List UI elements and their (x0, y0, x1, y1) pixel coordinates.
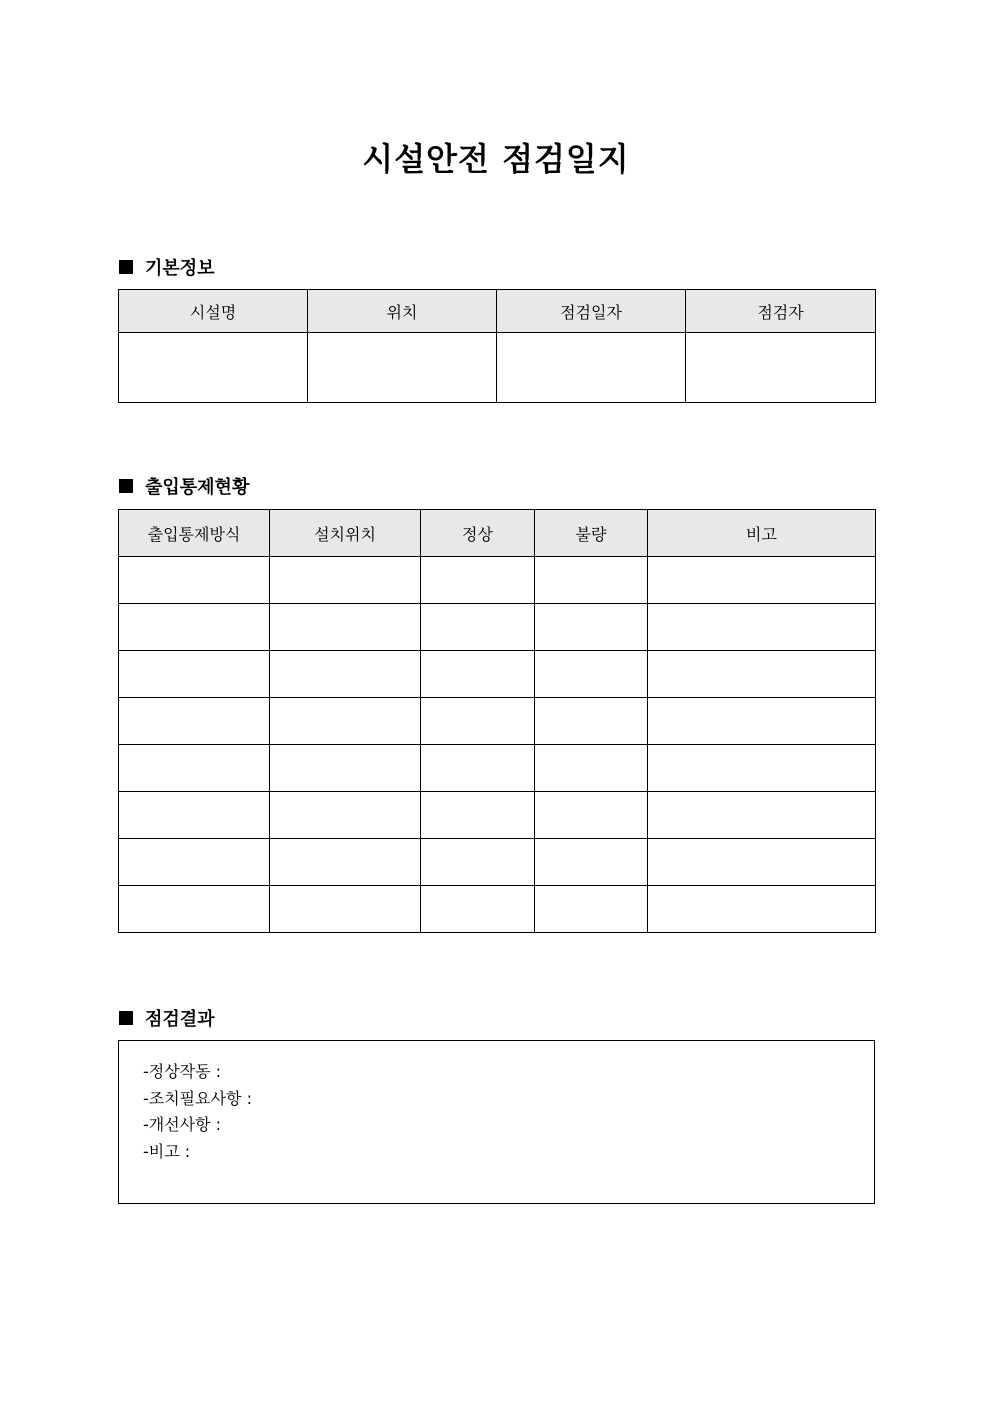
install-location-cell[interactable] (270, 698, 421, 745)
table-row (119, 333, 876, 403)
defective-cell[interactable] (535, 604, 648, 651)
defective-cell[interactable] (535, 651, 648, 698)
normal-cell[interactable] (421, 745, 535, 792)
install-location-cell[interactable] (270, 745, 421, 792)
square-bullet-icon (119, 260, 133, 274)
column-header-defective: 불량 (535, 510, 648, 557)
defective-cell[interactable] (535, 745, 648, 792)
section-heading-access (119, 473, 249, 499)
normal-cell[interactable] (421, 698, 535, 745)
defective-cell[interactable] (535, 698, 648, 745)
column-header-normal: 정상 (421, 510, 535, 557)
access-method-cell[interactable] (119, 557, 270, 604)
table-row (119, 839, 876, 886)
table-row (119, 604, 876, 651)
section-heading-result (119, 1005, 215, 1031)
section-heading-access-label: 출입통제현황 (145, 477, 250, 498)
table-row (119, 651, 876, 698)
normal-cell[interactable] (421, 792, 535, 839)
normal-cell[interactable] (421, 886, 535, 933)
install-location-cell[interactable] (270, 886, 421, 933)
column-header-remarks: 비고 (648, 510, 876, 557)
result-line-action-required: -조치필요사항 : (143, 1088, 252, 1108)
inspector-cell[interactable] (686, 333, 876, 403)
inspection-date-cell[interactable] (497, 333, 686, 403)
table-row (119, 557, 876, 604)
result-line-normal-operation: -정상작동 : (143, 1062, 222, 1081)
remarks-cell[interactable] (648, 651, 876, 698)
defective-cell[interactable] (535, 886, 648, 933)
result-lines (143, 1059, 252, 1165)
access-method-cell[interactable] (119, 792, 270, 839)
basic-info-table (118, 289, 876, 403)
result-line-remarks: -비고 : (143, 1141, 191, 1161)
inspection-result-box[interactable] (118, 1040, 875, 1204)
remarks-cell[interactable] (648, 839, 876, 886)
remarks-cell[interactable] (648, 698, 876, 745)
install-location-cell[interactable] (270, 792, 421, 839)
access-method-cell[interactable] (119, 604, 270, 651)
defective-cell[interactable] (535, 557, 648, 604)
column-header-location: 위치 (308, 290, 497, 333)
column-header-inspector: 점검자 (686, 290, 876, 333)
install-location-cell[interactable] (270, 839, 421, 886)
table-row (119, 745, 876, 792)
square-bullet-icon (119, 1011, 133, 1025)
table-row (119, 698, 876, 745)
normal-cell[interactable] (421, 651, 535, 698)
table-row (119, 792, 876, 839)
install-location-cell[interactable] (270, 557, 421, 604)
remarks-cell[interactable] (648, 557, 876, 604)
column-header-install-location: 설치위치 (270, 510, 421, 557)
access-method-cell[interactable] (119, 886, 270, 933)
normal-cell[interactable] (421, 604, 535, 651)
square-bullet-icon (119, 479, 133, 493)
remarks-cell[interactable] (648, 604, 876, 651)
section-heading-result-label: 점검결과 (145, 1009, 215, 1030)
column-header-facility-name: 시설명 (119, 290, 308, 333)
section-heading-basic-label: 기본정보 (145, 258, 215, 279)
access-method-cell[interactable] (119, 745, 270, 792)
page-title: 시설안전 점검일지 (362, 140, 630, 178)
table-row (119, 886, 876, 933)
normal-cell[interactable] (421, 839, 535, 886)
defective-cell[interactable] (535, 839, 648, 886)
remarks-cell[interactable] (648, 745, 876, 792)
remarks-cell[interactable] (648, 792, 876, 839)
access-method-cell[interactable] (119, 651, 270, 698)
section-heading-basic (119, 254, 215, 280)
location-cell[interactable] (308, 333, 497, 403)
install-location-cell[interactable] (270, 651, 421, 698)
table-header-row (119, 510, 876, 557)
facility-name-cell[interactable] (119, 333, 308, 403)
access-method-cell[interactable] (119, 698, 270, 745)
install-location-cell[interactable] (270, 604, 421, 651)
table-header-row (119, 290, 876, 333)
access-control-table (118, 509, 876, 933)
normal-cell[interactable] (421, 557, 535, 604)
column-header-access-method: 출입통제방식 (119, 510, 270, 557)
column-header-inspection-date: 점검일자 (497, 290, 686, 333)
result-line-improvements: -개선사항 : (143, 1115, 222, 1134)
defective-cell[interactable] (535, 792, 648, 839)
remarks-cell[interactable] (648, 886, 876, 933)
access-method-cell[interactable] (119, 839, 270, 886)
